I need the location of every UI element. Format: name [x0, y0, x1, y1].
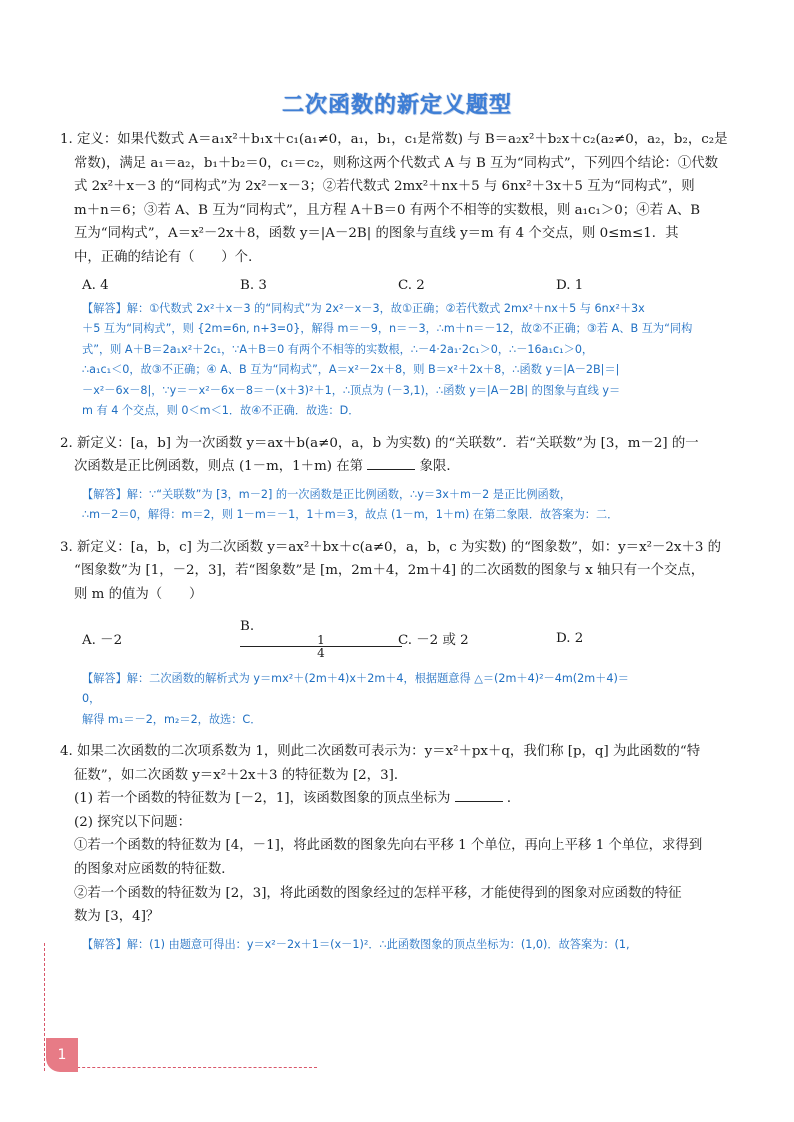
answer-blank[interactable] — [455, 801, 503, 802]
decorative-dashed-line — [44, 943, 45, 1071]
option-d: D. 2 — [556, 631, 584, 647]
question-list — [60, 128, 740, 955]
answer-line: －x²－6x－8|，∵y＝－x²－6x－8＝－(x＋3)²＋1，∴顶点为 (－3,1)，∴函数 y＝|A－2B| 的图象与直线 y＝ — [82, 383, 621, 397]
question-4-line: 数为 [3，4]？ — [74, 909, 160, 925]
question-2-line — [60, 455, 740, 479]
answer-line: ＋5 互为“同构式”，则 {2m=6n, n+3=0}，解得 m＝－9，n＝－3，∴m＋n＝－12，故②不正确；③若 A、B 互为“同构 — [82, 322, 693, 336]
answer-line: 式”，则 A＋B＝2a₁x²＋2c₁，∵A＋B＝0 有两个不相等的实数根，∴－4·2a₁·2c₁＞0，∴－16a₁c₁＞0， — [82, 342, 594, 356]
answer-1 — [82, 299, 740, 422]
answer-line: 【解答】解：(1) 由题意可得出：y＝x²－2x＋1＝(x－1)²．∴此函数图象的顶点坐标为：(1,0)．故答案为：(1, — [82, 937, 630, 951]
question-4 — [60, 740, 740, 929]
answer-line: 【解答】解：二次函数的解析式为 y＝mx²＋(2m＋4)x＋2m＋4，根据题意得 △＝(2m＋4)²－4m(2m＋4)＝ — [82, 671, 629, 685]
option-c: C. －2 或 2 — [398, 633, 469, 649]
question-4-suffix: ． — [506, 791, 521, 807]
answer-2 — [82, 485, 740, 526]
question-1-options — [82, 278, 740, 293]
question-4-line: ②若一个函数的特征数为 [2，3]，将此函数的图象经过的怎样平移，才能使得到的图象对应函数的特征 — [74, 885, 682, 901]
question-4-line: (2) 探究以下问题： — [74, 814, 191, 830]
question-3 — [60, 536, 740, 607]
question-4-line — [60, 787, 740, 811]
question-2-line: 2. 新定义：[a，b] 为一次函数 y＝ax＋b(a≠0，a，b 为实数) 的“关联数”．若“关联数”为 [3，m－2] 的一 — [60, 435, 699, 451]
question-1-line: 中，正确的结论有（ ）个． — [74, 249, 262, 265]
question-4-line: ①若一个函数的特征数为 [4，－1]，将此函数的图象先向右平移 1 个单位，再向上平移 1 个单位，求得到 — [74, 838, 703, 854]
question-4-line: 的图象对应函数的特征数． — [74, 862, 235, 877]
answer-line: 解得 m₁＝－2，m₂＝2，故选：C． — [82, 712, 262, 726]
question-3-line: 3. 新定义：[a，b，c] 为二次函数 y＝ax²＋bx＋c(a≠0，a，b，c 为实数) 的“图象数”，如：y＝x²－2x＋3 的 — [60, 539, 722, 555]
answer-blank[interactable] — [367, 469, 415, 470]
answer-line: ∴m－2＝0，解得：m＝2，则 1－m＝－1，1＋m＝3，故点 (1－m，1＋m) 在第二象限．故答案为：二． — [82, 508, 619, 522]
option-a: A. 4 — [82, 277, 109, 293]
question-4-line: 4. 如果二次函数的二次项系数为 1，则此二次函数可表示为：y＝x²＋px＋q，我们称 [p，q] 为此函数的“特 — [60, 744, 701, 760]
option-c: C. 2 — [398, 277, 425, 293]
answer-line: 0， — [82, 692, 101, 706]
question-1-line: 互为“同构式”，A＝x²－2x＋8，函数 y＝|A－2B| 的图象与直线 y＝m 有 4 个交点，则 0≤m≤1．其 — [74, 226, 679, 242]
answer-4 — [82, 935, 740, 956]
answer-3 — [82, 669, 740, 731]
fraction: $\frac{1}{4}$ — [240, 634, 398, 659]
answer-line: ∴a₁c₁＜0，故③不正确；④ A、B 互为“同构式”，A＝x²－2x＋8，则 B＝x²＋2x＋8，∴函数 y＝|A－2B|＝| — [82, 363, 620, 377]
question-2 — [60, 432, 740, 479]
answer-line: 【解答】解：∵“关联数”为 [3，m－2] 的一次函数是正比例函数，∴y＝3x＋m－2 是正比例函数， — [82, 487, 572, 501]
page-title: 二次函数的新定义题型 — [281, 93, 512, 118]
answer-line: m 有 4 个交点，则 0＜m＜1．故④不正确．故选：D． — [82, 404, 360, 418]
option-a: A. －2 — [82, 633, 123, 649]
question-2-suffix: 象限． — [419, 459, 460, 475]
option-b: B. $\frac{1}{4}$ — [240, 619, 398, 659]
question-3-options — [82, 619, 740, 659]
page-number: 1 — [46, 1038, 78, 1072]
question-1-line: 式 2x²＋x－3 的“同构式”为 2x²－x－3；②若代数式 2mx²＋nx＋5 与 6nx²＋3x＋5 互为“同构式”，则 — [74, 179, 695, 195]
answer-line: 【解答】解：①代数式 2x²＋x－3 的“同构式”为 2x²－x－3，故①正确；②若代数式 2mx²＋nx＋5 与 6nx²＋3x — [82, 301, 645, 315]
decorative-dashed-line — [62, 1067, 317, 1068]
question-1-line: m＋n＝6；③若 A、B 互为“同构式”，且方程 A＋B＝0 有两个不相等的实数根，则 a₁c₁＞0；④若 A、B — [74, 202, 701, 218]
question-3-line: 则 m 的值为（ ） — [74, 586, 203, 602]
question-4-line: 征数”，如二次函数 y＝x²＋2x＋3 的特征数为 [2，3]． — [74, 767, 408, 783]
question-1 — [60, 128, 740, 270]
question-2-text: 次函数是正比例函数，则点 (1－m，1＋m) 在第 — [74, 459, 364, 475]
option-d: D. 1 — [556, 277, 584, 293]
question-4-text: (1) 若一个函数的特征数为 [－2，1]，该函数图象的顶点坐标为 — [74, 791, 451, 807]
question-1-line: 1. 定义：如果代数式 A＝a₁x²＋b₁x＋c₁(a₁≠0，a₁，b₁，c₁是常数) 与 B＝a₂x²＋b₂x＋c₂(a₂≠0，a₂，b₂，c₂是 — [60, 132, 728, 147]
option-b: B. 3 — [240, 277, 267, 293]
question-1-line: 常数)，满足 a₁＝a₂，b₁＋b₂＝0，c₁＝c₂，则称这两个代数式 A 与 B 互为“同构式”，下列四个结论：①代数 — [74, 155, 718, 171]
question-3-line: “图象数”为 [1，－2，3]，若“图象数”是 [m，2m＋4，2m＋4] 的二次函数的图象与 x 轴只有一个交点， — [74, 563, 705, 579]
